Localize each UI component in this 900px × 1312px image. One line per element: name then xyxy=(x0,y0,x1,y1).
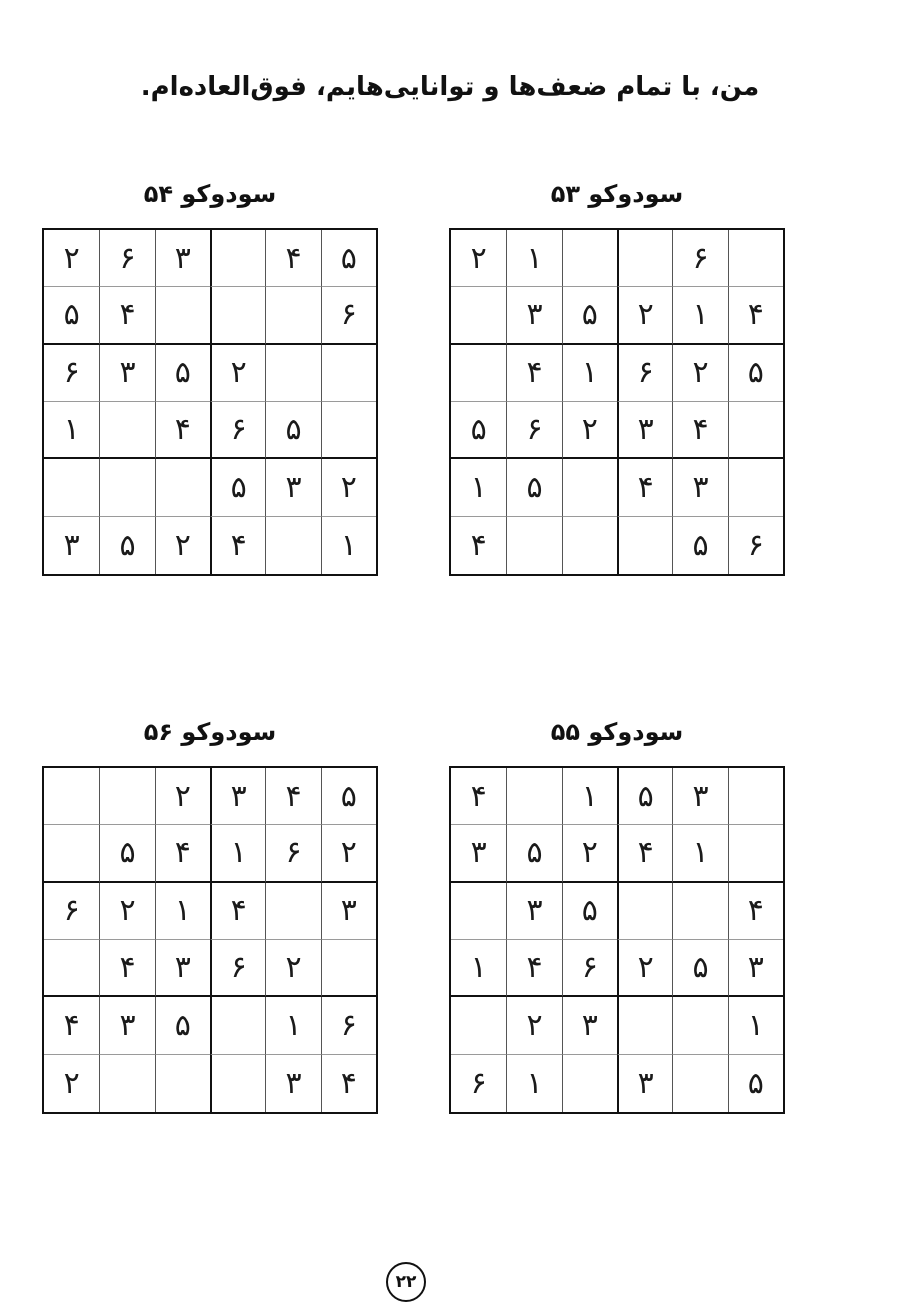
sudoku-grid xyxy=(449,228,785,576)
sudoku-cell[interactable]: ۵ xyxy=(155,345,210,402)
sudoku-cell[interactable]: ۲ xyxy=(44,230,99,287)
sudoku-cell[interactable]: ۴ xyxy=(44,997,99,1054)
puzzle-title: سودوکو ۵۶ xyxy=(143,718,277,746)
sudoku-cell[interactable]: ۴ xyxy=(506,940,561,997)
sudoku-cell[interactable]: ۱ xyxy=(265,997,320,1054)
sudoku-cell[interactable]: ۵ xyxy=(617,768,672,825)
sudoku-cell[interactable]: ۳ xyxy=(672,768,727,825)
sudoku-cell[interactable] xyxy=(728,825,783,882)
sudoku-cell[interactable] xyxy=(265,517,320,574)
sudoku-cell[interactable] xyxy=(265,345,320,402)
sudoku-cell[interactable] xyxy=(265,883,320,940)
sudoku-cell[interactable]: ۴ xyxy=(155,825,210,882)
sudoku-cell[interactable]: ۵ xyxy=(99,825,154,882)
sudoku-cell[interactable]: ۴ xyxy=(265,230,320,287)
sudoku-cell[interactable]: ۱ xyxy=(562,768,617,825)
sudoku-cell[interactable]: ۵ xyxy=(562,883,617,940)
sudoku-cell[interactable] xyxy=(321,345,376,402)
sudoku-cell[interactable]: ۴ xyxy=(728,287,783,344)
sudoku-cell[interactable] xyxy=(728,230,783,287)
sudoku-cell[interactable]: ۳ xyxy=(265,1055,320,1112)
sudoku-cell[interactable] xyxy=(44,459,99,516)
sudoku-cell[interactable]: ۵ xyxy=(672,940,727,997)
sudoku-cell[interactable]: ۲ xyxy=(562,402,617,459)
sudoku-grid xyxy=(449,766,785,1114)
sudoku-cell[interactable]: ۲ xyxy=(321,459,376,516)
sudoku-cell[interactable] xyxy=(728,402,783,459)
sudoku-cell[interactable] xyxy=(562,459,617,516)
sudoku-cell[interactable]: ۵ xyxy=(155,997,210,1054)
sudoku-cell[interactable] xyxy=(617,997,672,1054)
sudoku-cell[interactable]: ۵ xyxy=(451,402,506,459)
puzzle-title: سودوکو ۵۴ xyxy=(143,180,277,208)
sudoku-cell[interactable]: ۴ xyxy=(210,517,265,574)
sudoku-cell[interactable]: ۱ xyxy=(451,459,506,516)
sudoku-cell[interactable]: ۶ xyxy=(506,402,561,459)
sudoku-cell[interactable]: ۱ xyxy=(672,287,727,344)
sudoku-cell[interactable]: ۲ xyxy=(672,345,727,402)
sudoku-cell[interactable]: ۳ xyxy=(155,940,210,997)
sudoku-cell[interactable]: ۱ xyxy=(321,517,376,574)
sudoku-cell[interactable] xyxy=(672,1055,727,1112)
page-number: ۲۲ xyxy=(386,1262,426,1302)
sudoku-cell[interactable]: ۶ xyxy=(44,345,99,402)
sudoku-cell[interactable]: ۳ xyxy=(506,883,561,940)
sudoku-cell[interactable]: ۴ xyxy=(99,940,154,997)
sudoku-cell[interactable]: ۴ xyxy=(728,883,783,940)
sudoku-cell[interactable]: ۲ xyxy=(155,517,210,574)
sudoku-cell[interactable]: ۳ xyxy=(99,997,154,1054)
sudoku-cell[interactable]: ۴ xyxy=(470,527,487,563)
sudoku-cell[interactable]: ۱ xyxy=(44,402,99,459)
sudoku-cell[interactable]: ۵ xyxy=(728,1055,783,1112)
sudoku-cell[interactable]: ۱ xyxy=(672,825,727,882)
sudoku-cell[interactable]: ۴ xyxy=(99,287,154,344)
sudoku-cell[interactable]: ۱ xyxy=(451,940,506,997)
sudoku-cell[interactable]: ۵ xyxy=(210,459,265,516)
sudoku-cell[interactable] xyxy=(210,287,265,344)
sudoku-cell[interactable]: ۱ xyxy=(728,997,783,1054)
sudoku-cell[interactable]: ۴ xyxy=(506,345,561,402)
sudoku-cell[interactable]: ۲ xyxy=(63,1065,80,1101)
sudoku-cell[interactable]: ۲ xyxy=(506,997,561,1054)
sudoku-cell[interactable] xyxy=(617,883,672,940)
sudoku-cell[interactable]: ۴ xyxy=(265,768,320,825)
sudoku-cell[interactable]: ۲ xyxy=(562,825,617,882)
sudoku-cell[interactable]: ۶ xyxy=(470,1065,487,1101)
sudoku-cell[interactable]: ۵ xyxy=(506,459,561,516)
sudoku-cell[interactable]: ۳ xyxy=(506,287,561,344)
sudoku-cell[interactable]: ۲ xyxy=(617,287,672,344)
puzzle-title: سودوکو ۵۳ xyxy=(550,180,684,208)
sudoku-cell[interactable]: ۱ xyxy=(506,1055,561,1112)
sudoku-cell[interactable]: ۳ xyxy=(63,527,80,563)
sudoku-cell[interactable]: ۳ xyxy=(99,345,154,402)
sudoku-cell[interactable] xyxy=(451,287,506,344)
sudoku-cell[interactable] xyxy=(155,459,210,516)
sudoku-cell[interactable]: ۳ xyxy=(210,768,265,825)
sudoku-cell[interactable] xyxy=(155,1055,210,1112)
sudoku-cell[interactable] xyxy=(728,768,783,825)
sudoku-cell[interactable]: ۶ xyxy=(728,517,783,574)
page-heading: من، با تمام ضعف‌ها و توانایی‌هایم، فوق‌العاده‌ام. xyxy=(140,72,760,102)
sudoku-cell[interactable]: ۵ xyxy=(728,345,783,402)
sudoku-cell[interactable]: ۳ xyxy=(617,402,672,459)
sudoku-cell[interactable]: ۶ xyxy=(562,940,617,997)
sudoku-cell[interactable]: ۱ xyxy=(210,825,265,882)
sudoku-cell[interactable] xyxy=(265,287,320,344)
sudoku-cell[interactable]: ۴ xyxy=(155,402,210,459)
sudoku-cell[interactable] xyxy=(617,230,672,287)
sudoku-cell[interactable]: ۶ xyxy=(672,230,727,287)
sudoku-cell[interactable]: ۳ xyxy=(617,1055,672,1112)
sudoku-cell[interactable] xyxy=(451,997,506,1054)
sudoku-cell[interactable] xyxy=(672,997,727,1054)
sudoku-cell[interactable] xyxy=(99,402,154,459)
sudoku-cell[interactable] xyxy=(210,997,265,1054)
sudoku-cell[interactable]: ۳ xyxy=(155,230,210,287)
sudoku-cell[interactable]: ۳ xyxy=(265,459,320,516)
sudoku-cell[interactable]: ۲ xyxy=(265,940,320,997)
sudoku-cell[interactable] xyxy=(562,1055,617,1112)
sudoku-cell[interactable] xyxy=(672,883,727,940)
sudoku-cell[interactable]: ۵ xyxy=(265,402,320,459)
sudoku-cell[interactable] xyxy=(451,883,506,940)
sudoku-cell[interactable]: ۱ xyxy=(155,883,210,940)
sudoku-cell[interactable]: ۶ xyxy=(321,287,376,344)
sudoku-cell[interactable] xyxy=(155,287,210,344)
sudoku-cell[interactable]: ۵ xyxy=(321,768,376,825)
sudoku-cell[interactable]: ۱ xyxy=(506,230,561,287)
sudoku-cell[interactable] xyxy=(44,768,99,825)
sudoku-cell[interactable] xyxy=(210,230,265,287)
sudoku-cell[interactable] xyxy=(210,1055,265,1112)
sudoku-cell[interactable]: ۴ xyxy=(210,883,265,940)
sudoku-cell[interactable]: ۲ xyxy=(321,825,376,882)
sudoku-cell[interactable]: ۲ xyxy=(210,345,265,402)
sudoku-cell[interactable]: ۵ xyxy=(44,287,99,344)
sudoku-cell[interactable] xyxy=(562,230,617,287)
sudoku-cell[interactable] xyxy=(99,768,154,825)
sudoku-cell[interactable]: ۶ xyxy=(210,402,265,459)
sudoku-cell[interactable]: ۵ xyxy=(672,517,727,574)
puzzle-title: سودوکو ۵۵ xyxy=(550,718,684,746)
sudoku-cell[interactable] xyxy=(44,940,99,997)
sudoku-cell[interactable] xyxy=(617,517,672,574)
sudoku-cell[interactable]: ۴ xyxy=(451,768,506,825)
sudoku-grid xyxy=(42,766,378,1114)
sudoku-cell[interactable] xyxy=(506,517,561,574)
sudoku-cell[interactable]: ۴ xyxy=(617,459,672,516)
sudoku-cell[interactable] xyxy=(321,402,376,459)
sudoku-cell[interactable]: ۳ xyxy=(728,940,783,997)
sudoku-cell[interactable]: ۵ xyxy=(506,825,561,882)
sudoku-cell[interactable]: ۶ xyxy=(99,230,154,287)
sudoku-cell[interactable] xyxy=(44,825,99,882)
sudoku-cell[interactable] xyxy=(99,1055,154,1112)
sudoku-cell[interactable]: ۲ xyxy=(451,230,506,287)
sudoku-cell[interactable]: ۴ xyxy=(617,825,672,882)
sudoku-cell[interactable]: ۶ xyxy=(265,825,320,882)
sudoku-cell[interactable]: ۳ xyxy=(451,825,506,882)
sudoku-cell[interactable]: ۶ xyxy=(44,883,99,940)
sudoku-cell[interactable]: ۵ xyxy=(99,517,154,574)
sudoku-cell[interactable]: ۶ xyxy=(617,345,672,402)
sudoku-cell[interactable]: ۲ xyxy=(617,940,672,997)
sudoku-cell[interactable]: ۲ xyxy=(99,883,154,940)
sudoku-cell[interactable]: ۴ xyxy=(672,402,727,459)
sudoku-cell[interactable]: ۳ xyxy=(562,997,617,1054)
sudoku-cell[interactable]: ۲ xyxy=(155,768,210,825)
sudoku-cell[interactable] xyxy=(99,459,154,516)
sudoku-cell[interactable]: ۶ xyxy=(321,997,376,1054)
sudoku-cell[interactable] xyxy=(451,345,506,402)
sudoku-cell[interactable] xyxy=(728,459,783,516)
sudoku-cell[interactable]: ۵ xyxy=(321,230,376,287)
sudoku-grid xyxy=(42,228,378,576)
sudoku-cell[interactable]: ۳ xyxy=(672,459,727,516)
sudoku-cell[interactable] xyxy=(506,768,561,825)
sudoku-cell[interactable]: ۳ xyxy=(321,883,376,940)
sudoku-cell[interactable] xyxy=(321,940,376,997)
sudoku-cell[interactable] xyxy=(562,517,617,574)
sudoku-cell[interactable]: ۴ xyxy=(321,1055,376,1112)
sudoku-cell[interactable]: ۵ xyxy=(562,287,617,344)
sudoku-cell[interactable]: ۱ xyxy=(562,345,617,402)
sudoku-cell[interactable]: ۶ xyxy=(210,940,265,997)
